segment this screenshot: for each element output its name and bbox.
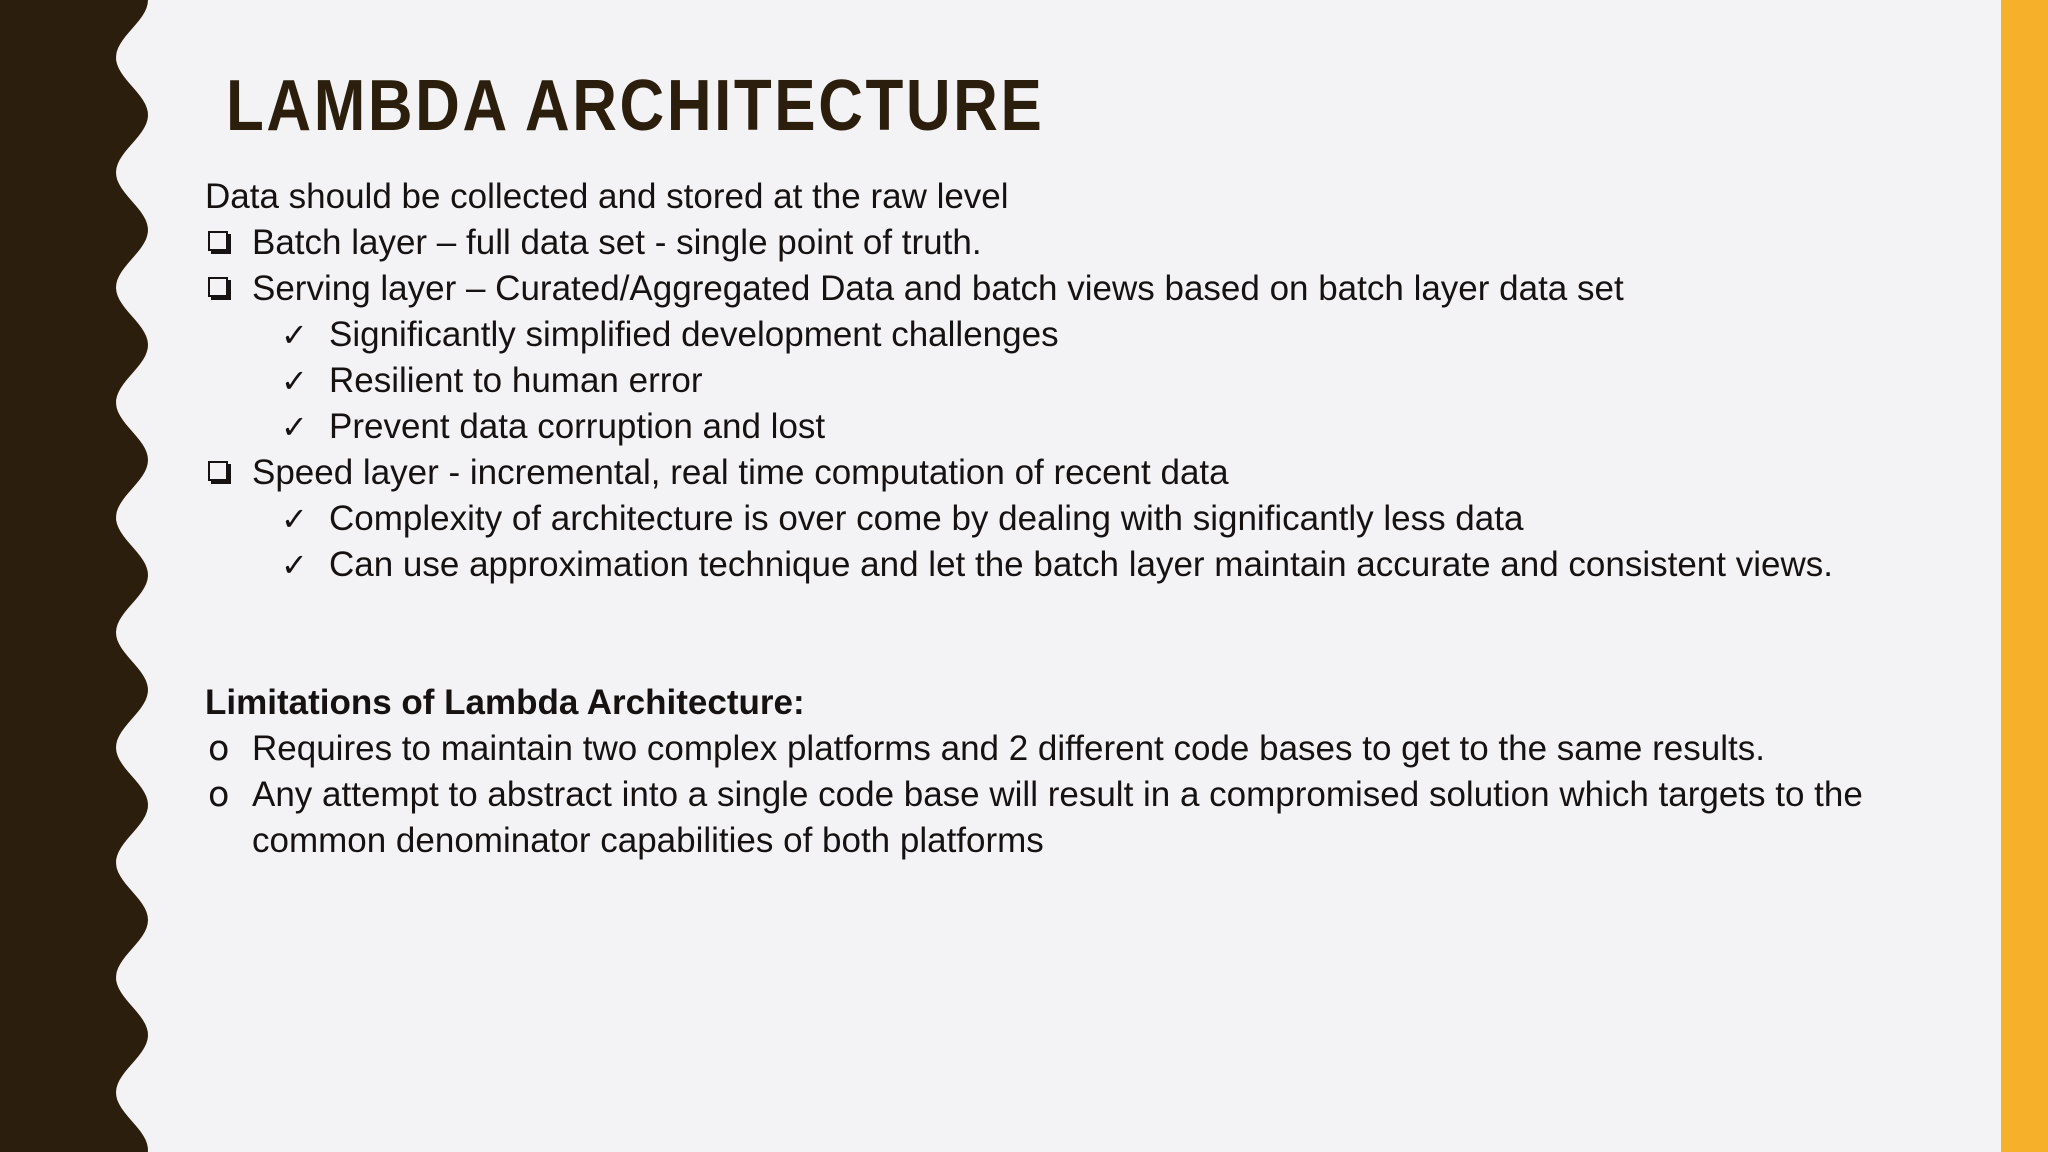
limitation-text: Requires to maintain two complex platforms and 2 different code bases to get to the same results. [252,729,1765,768]
spacer [205,588,1985,680]
point-text: Resilient to human error [329,361,703,400]
layer-item-serving [205,266,1985,312]
speed-point [205,496,1985,542]
checkmark-icon: ✓ [281,362,308,400]
checkmark-icon: ✓ [281,408,308,446]
wavy-left-band [0,0,160,1152]
layer-label: Serving layer – Curated/Aggregated Data and batch views based on batch layer data set [252,269,1624,308]
point-text: Can use approximation technique and let the batch layer maintain accurate and consistent views. [329,545,1833,584]
limitation-text: Any attempt to abstract into a single code base will result in a compromised solution which targets to the common denominator capabilities of both platforms [252,775,1863,860]
checkbox-square-icon [208,277,228,297]
limitation-item [205,726,1985,772]
point-text: Prevent data corruption and lost [329,407,826,446]
point-text: Significantly simplified development challenges [329,315,1059,354]
layer-label: Batch layer – full data set - single point of truth. [252,223,982,262]
slide-content [205,174,1985,864]
right-accent-bar [2001,0,2048,1152]
limitation-item [205,772,1985,864]
slide-title: LAMBDA ARCHITECTURE [226,66,1045,146]
speed-point [205,542,1985,588]
serving-point [205,404,1985,450]
checkbox-square-icon [208,461,228,481]
checkmark-icon: ✓ [281,316,308,354]
point-text: Complexity of architecture is over come by dealing with significantly less data [329,499,1524,538]
hollow-bullet-icon: o [208,775,230,815]
checkbox-square-icon [208,231,228,251]
intro-text: Data should be collected and stored at the raw level [205,177,1009,216]
hollow-bullet-icon: o [208,729,230,769]
layer-item-batch [205,220,1985,266]
serving-point [205,312,1985,358]
layer-item-speed [205,450,1985,496]
limitations-heading: Limitations of Lambda Architecture: [205,683,805,722]
checkmark-icon: ✓ [281,546,308,584]
checkmark-icon: ✓ [281,500,308,538]
serving-point [205,358,1985,404]
layer-label: Speed layer - incremental, real time computation of recent data [252,453,1229,492]
